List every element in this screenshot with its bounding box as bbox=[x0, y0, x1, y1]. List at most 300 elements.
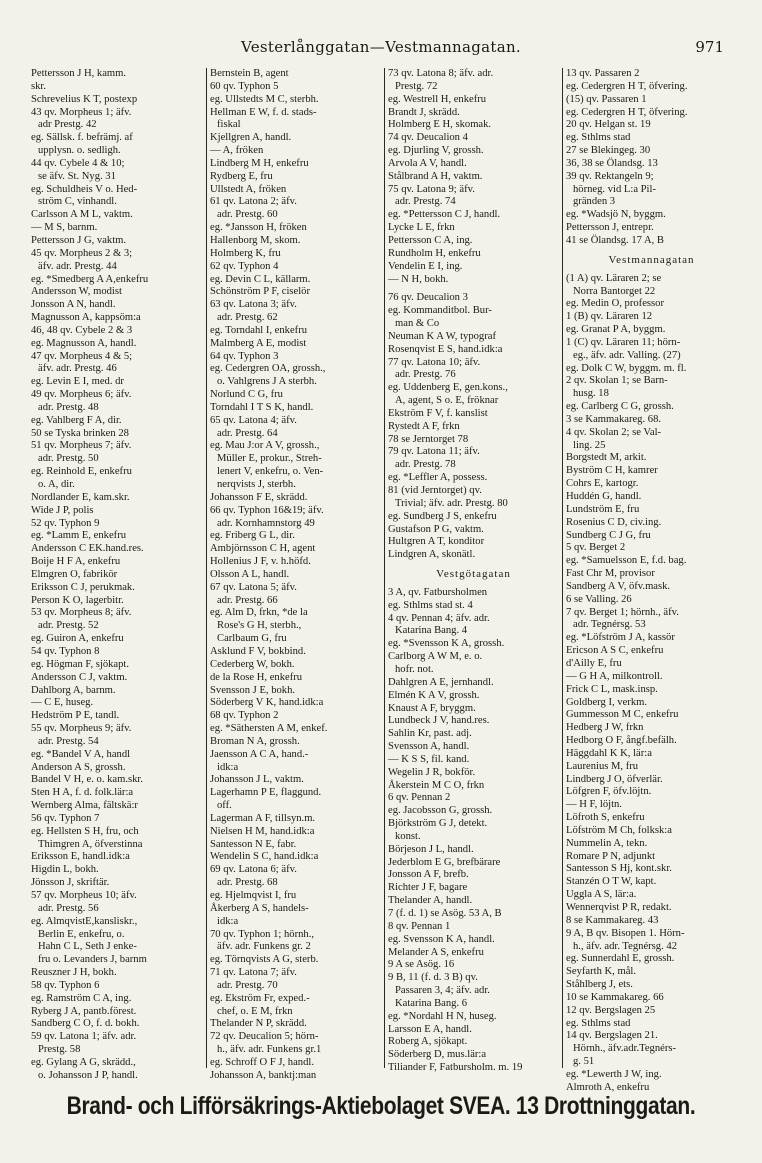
directory-entry: 44 qv. Cybele 4 & 10; bbox=[31, 157, 125, 169]
directory-entry: Fast Chr M, provisor bbox=[566, 568, 655, 580]
directory-entry: Prestg. 58 bbox=[38, 1044, 81, 1056]
directory-entry: eg. *Nordahl H N, huseg. bbox=[388, 1010, 497, 1022]
directory-entry: Tiliander F, Fatbursholm. m. 19 bbox=[388, 1062, 523, 1074]
directory-entry: 77 qv. Latona 10; äfv. bbox=[388, 356, 481, 368]
directory-entry: 52 qv. Typhon 9 bbox=[31, 517, 100, 529]
directory-entry: eg. *Löfström J A, kassör bbox=[566, 632, 675, 644]
directory-entry: Reuszner J H, bokh. bbox=[31, 967, 117, 979]
directory-entry: Nordlander E, kam.skr. bbox=[31, 491, 130, 503]
directory-entry: o. A, dir. bbox=[38, 479, 75, 490]
directory-entry: 27 se Blekingeg. 30 bbox=[566, 145, 651, 157]
directory-entry: eg. Schuldheis V o. Hed- bbox=[31, 183, 138, 195]
directory-entry: eg. Alm D, frkn, *de la bbox=[210, 607, 308, 619]
directory-entry: eg. *Jansson H, fröken bbox=[210, 222, 307, 234]
directory-entry: Holmberg E H, skomak. bbox=[388, 119, 492, 131]
directory-entry: Löfström M Ch, folksk:a bbox=[566, 824, 672, 836]
directory-entry: Johansson A, banktj:man bbox=[210, 1069, 317, 1081]
directory-entry: 12 qv. Bergslagen 25 bbox=[566, 1004, 656, 1016]
directory-entry: Passaren 3, 4; äfv. adr. bbox=[395, 985, 490, 997]
directory-entry: Kjellgren A, handl. bbox=[210, 132, 292, 144]
directory-entry: Häggdahl K K, lär:a bbox=[566, 747, 652, 759]
directory-column-2 bbox=[206, 68, 384, 1081]
directory-entry: Olsson A L, handl. bbox=[210, 568, 290, 580]
directory-entry: 50 se Tyska brinken 28 bbox=[31, 427, 129, 439]
directory-entry: eg. Cedergren H T, öfvering. bbox=[566, 106, 688, 118]
directory-entry: Santesson S Hj, kont.skr. bbox=[566, 863, 672, 875]
directory-entry: äfv. adr. Funkens gr. 2 bbox=[217, 941, 311, 953]
directory-entry: 1 (B) qv. Läraren 12 bbox=[566, 311, 653, 323]
directory-entry: Rosenius C D, civ.ing. bbox=[566, 516, 662, 528]
directory-entry: Person K O, lagerbitr. bbox=[31, 594, 124, 606]
directory-entry: adr. Prestg. 48 bbox=[38, 401, 99, 413]
directory-entry: upplysn. o. sedligh. bbox=[38, 145, 121, 157]
directory-entry: Almroth A, enkefru bbox=[566, 1081, 650, 1093]
directory-entry: Wernberg Alma, fältskä:r bbox=[31, 800, 138, 812]
directory-entry: 70 qv. Typhon 1; hörnh., bbox=[210, 928, 315, 940]
directory-entry: Nummelin A, tekn. bbox=[566, 837, 648, 849]
directory-entry: eg. *Lamm E, enkefru bbox=[31, 530, 127, 542]
directory-entry: Lundström E, fru bbox=[566, 503, 640, 515]
directory-entry: Borgstedt M, arkit. bbox=[566, 452, 647, 464]
directory-entry: h., äfv. adr. Tegnérsg. 42 bbox=[573, 940, 677, 952]
directory-entry: 9 A se Asög. 16 bbox=[388, 959, 455, 971]
directory-entry: eg. Dolk C W, byggm. m. fl. bbox=[566, 362, 687, 374]
directory-entry: eg. Ramström C A, ing. bbox=[31, 992, 132, 1004]
directory-entry: Neuman K A W, typograf bbox=[388, 330, 496, 342]
directory-entry: 69 qv. Latona 6; äfv. bbox=[210, 864, 297, 876]
directory-entry: Ryberg J A, pantb.förest. bbox=[31, 1005, 137, 1017]
directory-entry: Eriksson E, handl.idk:a bbox=[31, 851, 130, 863]
directory-entry: Cohrs E, kartogr. bbox=[566, 478, 639, 490]
directory-entry: 2 qv. Skolan 1; se Barn- bbox=[566, 375, 668, 387]
directory-entry: Santesson N E, fabr. bbox=[210, 838, 297, 850]
directory-entry: äfv. adr. Prestg. 44 bbox=[38, 260, 117, 272]
directory-entry: Löfroth S, enkefru bbox=[566, 812, 645, 824]
directory-entry: eg. Sundberg J S, enkefru bbox=[388, 510, 497, 522]
directory-entry: eg. Magnusson A, handl. bbox=[31, 337, 137, 349]
directory-entry: eg. Sthlms stad st. 4 bbox=[388, 599, 473, 611]
directory-entry: idk:a bbox=[217, 915, 239, 927]
directory-entry: eg. *Smedberg A A,enkefru bbox=[31, 273, 149, 285]
directory-entry: — H F, löjtn. bbox=[566, 799, 622, 811]
directory-entry: Lycke L E, frkn bbox=[388, 222, 455, 234]
directory-entry: Schrevelius K T, postexp bbox=[31, 93, 138, 105]
directory-entry: gränden 3 bbox=[573, 196, 616, 208]
directory-entry: Stålbrand A H, vaktm. bbox=[388, 170, 483, 182]
directory-entry: Sundberg C J G, fru bbox=[566, 529, 651, 541]
directory-entry: eg. Mau J:or A V, grossh., bbox=[210, 440, 320, 452]
directory-entry: Rose's G H, sterbh., bbox=[217, 620, 302, 632]
directory-entry: eg., äfv. adr. Valling. (27) bbox=[573, 349, 681, 361]
directory-entry: adr. Prestg. 76 bbox=[395, 369, 456, 381]
directory-entry: Brandt J, skrädd. bbox=[388, 106, 460, 118]
directory-entry: eg. *Pettersson C J, handl. bbox=[388, 209, 501, 221]
street-heading: Vestgötagatan bbox=[436, 568, 511, 581]
directory-columns bbox=[28, 68, 740, 1093]
directory-entry: Söderberg V K, hand.idk:a bbox=[210, 697, 324, 709]
directory-entry: Lindgren A, skonätl. bbox=[388, 549, 476, 561]
directory-entry: eg. Cedergren H T, öfvering. bbox=[566, 80, 688, 92]
directory-entry: adr. Prestg. 66 bbox=[217, 594, 278, 606]
directory-entry: Carlsson A M L, vaktm. bbox=[31, 209, 133, 221]
directory-entry: Wendelin S C, hand.idk:a bbox=[210, 851, 319, 863]
directory-entry: Lagerhamn P E, flaggund. bbox=[210, 787, 322, 799]
directory-entry: 63 qv. Latona 3; äfv. bbox=[210, 299, 297, 311]
directory-entry: 60 qv. Typhon 5 bbox=[210, 80, 279, 92]
directory-entry: 61 qv. Latona 2; äfv. bbox=[210, 196, 297, 208]
directory-entry: Trivial; äfv. adr. Prestg. 80 bbox=[395, 497, 508, 509]
directory-entry: Katarina Bang. 6 bbox=[395, 997, 468, 1009]
directory-entry: adr. Prestg. 60 bbox=[217, 209, 278, 221]
directory-entry: Huddén G, handl. bbox=[566, 491, 642, 502]
directory-entry: 8 se Kammakareg. 43 bbox=[566, 914, 659, 926]
directory-entry: Sandberg C O, f. d. bokh. bbox=[31, 1018, 140, 1030]
directory-entry: Eriksson C J, perukmak. bbox=[31, 581, 135, 593]
directory-entry: 41 se Ölandsg. 17 A, B bbox=[566, 234, 664, 246]
directory-entry: 65 qv. Latona 4; äfv. bbox=[210, 414, 297, 426]
directory-entry: Bandel V H, e. o. kam.skr. bbox=[31, 774, 144, 786]
directory-entry: eg. *Samuelsson E, f.d. bag. bbox=[566, 555, 687, 567]
directory-entry: 62 qv. Typhon 4 bbox=[210, 260, 279, 272]
directory-entry: Carlborg A W M, e. o. bbox=[388, 651, 483, 663]
directory-entry: 8 qv. Pennan 1 bbox=[388, 920, 451, 932]
directory-entry: eg. Hjelmqvist I, fru bbox=[210, 890, 297, 901]
directory-entry: Carlbaum G, fru bbox=[217, 633, 287, 645]
directory-entry: Anderson A S, grossh. bbox=[31, 761, 126, 773]
directory-entry: Torndahl I T S K, handl. bbox=[210, 401, 314, 413]
directory-entry: Hörnh., äfv.adr.Tegnérs- bbox=[573, 1043, 676, 1055]
directory-column-4 bbox=[562, 68, 740, 1093]
directory-entry: Hallenborg M, skom. bbox=[210, 234, 301, 246]
directory-entry: 79 qv. Latona 11; äfv. bbox=[388, 446, 480, 458]
directory-entry: Wide J P, polis bbox=[31, 504, 94, 516]
directory-entry: Jaensson A C A, hand.- bbox=[210, 748, 309, 760]
directory-entry: eg. Friberg G L, dir. bbox=[210, 530, 295, 542]
directory-entry: ling. 25 bbox=[573, 439, 606, 451]
directory-entry: Schönström P F, ciselör bbox=[210, 286, 310, 298]
directory-entry: eg. *Wadsjö N, byggm. bbox=[566, 209, 666, 221]
directory-entry: Boije H F A, enkefru bbox=[31, 556, 121, 568]
directory-entry: — M S, barnm. bbox=[31, 222, 98, 234]
directory-entry: Müller E, prokur., Streh- bbox=[217, 453, 322, 465]
directory-entry: Hultgren A T, konditor bbox=[388, 536, 485, 548]
directory-entry: Jonsson A F, brefb. bbox=[388, 869, 469, 881]
directory-entry: Åkerstein M C O, frkn bbox=[388, 779, 485, 791]
directory-entry: Roberg A, sjökapt. bbox=[388, 1036, 468, 1048]
directory-entry: eg. Svensson K A, handl. bbox=[388, 933, 495, 945]
directory-entry: 49 qv. Morpheus 6; äfv. bbox=[31, 389, 132, 401]
directory-entry: Pettersson J, entrepr. bbox=[566, 222, 654, 234]
directory-entry: Vendelin E I, ing. bbox=[388, 260, 463, 272]
directory-entry: Ullstedt A, fröken bbox=[210, 183, 287, 195]
directory-entry: Rundholm H, enkefru bbox=[388, 247, 481, 259]
directory-entry: Melander A S, enkefru bbox=[388, 946, 484, 958]
directory-entry: Norra Bantorget 22 bbox=[573, 285, 656, 297]
directory-entry: Uggla A S, lär:a. bbox=[566, 889, 637, 901]
directory-entry: 76 qv. Deucalion 3 bbox=[388, 292, 468, 304]
directory-entry: eg. Granat P A, byggm. bbox=[566, 324, 666, 336]
directory-entry: eg. Devin C L, källarm. bbox=[210, 273, 311, 285]
directory-entry: Lundbeck J V, hand.res. bbox=[388, 715, 490, 727]
directory-entry: 7 (f. d. 1) se Asög. 53 A, B bbox=[388, 908, 502, 919]
directory-entry: Rydberg E, fru bbox=[210, 170, 273, 182]
directory-entry: eg. Sunnerdahl E, grossh. bbox=[566, 953, 675, 965]
directory-entry: — G H A, milkontroll. bbox=[566, 670, 663, 682]
directory-entry: Wegelin J R, bokför. bbox=[388, 766, 476, 778]
directory-entry: eg. Cedergren OA, grossh., bbox=[210, 363, 326, 375]
directory-entry: Knaust A F, bryggm. bbox=[388, 702, 476, 714]
directory-entry: — C E, huseg. bbox=[31, 697, 94, 709]
directory-entry: Lindberg J O, öfverlär. bbox=[566, 773, 663, 785]
directory-entry: 13 qv. Passaren 2 bbox=[566, 68, 640, 79]
directory-entry: 43 qv. Morpheus 1; äfv. bbox=[31, 106, 132, 118]
directory-entry: eg. Uddenberg E, gen.kons., bbox=[388, 382, 508, 394]
directory-entry: Lagerman A F, tillsyn.m. bbox=[210, 812, 316, 824]
directory-entry: eg. Gylang A G, skrädd., bbox=[31, 1056, 136, 1068]
directory-entry: se äfv. St. Nyg. 31 bbox=[38, 170, 116, 182]
directory-entry: Hedborg O F, ångf.befälh. bbox=[566, 735, 677, 747]
directory-entry: 3 A, qv. Fatbursholmen bbox=[388, 586, 488, 598]
directory-entry: 75 qv. Latona 9; äfv. bbox=[388, 183, 475, 195]
directory-entry: 53 qv. Morpheus 8; äfv. bbox=[31, 607, 132, 619]
directory-entry: hofr. not. bbox=[395, 663, 434, 675]
directory-entry: eg. Medin O, professor bbox=[566, 298, 664, 310]
directory-entry: Börjeson J L, handl. bbox=[388, 843, 474, 855]
directory-entry: eg. Sällsk. f. befrämj. af bbox=[31, 132, 133, 144]
directory-entry: Jederblom E G, brefbärare bbox=[388, 856, 501, 868]
directory-entry: g. 51 bbox=[573, 1056, 595, 1068]
directory-entry: adr. Prestg. 74 bbox=[395, 196, 456, 208]
directory-entry: Åkerberg A S, handels- bbox=[210, 902, 309, 914]
directory-entry: eg. Ekström Fr, exped.- bbox=[210, 992, 310, 1004]
directory-entry: 46, 48 qv. Cybele 2 & 3 bbox=[31, 324, 133, 336]
directory-entry: 36, 38 se Ölandsg. 13 bbox=[566, 157, 658, 169]
directory-entry: hörneg. vid L:a Pil- bbox=[573, 183, 656, 195]
directory-entry: (15) qv. Passaren 1 bbox=[566, 93, 647, 105]
directory-entry: eg. Sthlms stad bbox=[566, 132, 631, 144]
directory-entry: Ambjörnsson C H, agent bbox=[210, 543, 316, 555]
directory-entry: Higdin L, bokh. bbox=[31, 864, 99, 876]
directory-column-3 bbox=[384, 68, 562, 1074]
directory-entry: eg. Ullstedts M C, sterbh. bbox=[210, 93, 319, 105]
directory-entry: husg. 18 bbox=[573, 388, 609, 400]
directory-entry: Hollenius J F, v. h.höfd. bbox=[210, 556, 311, 568]
directory-entry: Arvola A V, handl. bbox=[388, 157, 467, 169]
directory-entry: eg. Reinhold E, enkefru bbox=[31, 466, 132, 478]
directory-entry: o. Johansson J P, handl. bbox=[38, 1069, 138, 1081]
directory-entry: 7 qv. Berget 1; hörnh., äfv. bbox=[566, 606, 679, 618]
directory-entry: 1 (C) qv. Läraren 11; hörn- bbox=[566, 336, 681, 348]
directory-entry: 57 qv. Morpheus 10; äfv. bbox=[31, 890, 137, 901]
directory-entry: — K S S, fil. kand. bbox=[388, 753, 470, 765]
directory-entry: eg. Djurling V, grossh. bbox=[388, 145, 484, 157]
directory-entry: eg. Guiron A, enkefru bbox=[31, 633, 124, 645]
directory-entry: adr. Prestg. 50 bbox=[38, 453, 99, 465]
directory-entry: Romare P N, adjunkt bbox=[566, 850, 656, 862]
directory-entry: eg. Vahlberg F A, dir. bbox=[31, 414, 122, 426]
directory-entry: Prestg. 72 bbox=[395, 80, 438, 92]
directory-entry: Broman N A, grossh. bbox=[210, 735, 300, 747]
directory-entry: adr. Tegnérsg. 53 bbox=[573, 619, 646, 631]
directory-entry: Johansson F E, skrädd. bbox=[210, 491, 308, 503]
directory-entry: äfv. adr. Prestg. 46 bbox=[38, 363, 117, 375]
directory-entry: eg. Jacobsson G, grossh. bbox=[388, 805, 493, 817]
directory-entry: 4 qv. Skolan 2; se Val- bbox=[566, 426, 662, 438]
directory-entry: konst. bbox=[395, 830, 421, 842]
directory-entry: fru o. Levanders J, barnm bbox=[38, 954, 147, 966]
directory-entry: Stanzén O T W, kapt. bbox=[566, 876, 657, 888]
directory-entry: Norlund C G, fru bbox=[210, 389, 283, 401]
directory-entry: 45 qv. Morpheus 2 & 3; bbox=[31, 247, 133, 259]
directory-entry: 20 qv. Helgan st. 19 bbox=[566, 119, 651, 131]
directory-entry: Jönsson J, skriftär. bbox=[31, 877, 110, 889]
directory-entry: Svensson A, handl. bbox=[388, 741, 470, 753]
directory-entry: de la Rose H, enkefru bbox=[210, 671, 303, 683]
directory-column-1 bbox=[28, 68, 206, 1081]
directory-entry: 59 qv. Latona 1; äfv. adr. bbox=[31, 1031, 137, 1043]
directory-entry: eg. *Bandel V A, handl bbox=[31, 748, 131, 760]
directory-entry: Svensson J E, bokh. bbox=[210, 684, 296, 696]
running-head: Vesterlånggatan—Vestmannagatan. bbox=[240, 38, 522, 56]
directory-entry: Söderberg D, mus.lär:a bbox=[388, 1049, 487, 1061]
directory-entry: Seyfarth K, mål. bbox=[566, 966, 637, 978]
directory-entry: adr. Prestg. 52 bbox=[38, 620, 99, 632]
directory-entry: Wennerqvist P R, redakt. bbox=[566, 902, 672, 913]
directory-entry: Dahlborg A, barnm. bbox=[31, 684, 116, 696]
directory-entry: chef, o. E M, frkn bbox=[217, 1005, 293, 1017]
directory-entry: Björkström G J, detekt. bbox=[388, 818, 488, 830]
directory-entry: man & Co bbox=[395, 318, 440, 330]
directory-entry: Dahlgren A E, jernhandl. bbox=[388, 676, 494, 688]
directory-entry: eg. *Lewerth J W, ing. bbox=[566, 1068, 662, 1080]
directory-entry: 39 qv. Rektangeln 9; bbox=[566, 170, 654, 182]
directory-entry: 9 B, 11 (f. d. 3 B) qv. bbox=[388, 972, 478, 984]
directory-entry: Elmén K A V, grossh. bbox=[388, 689, 480, 701]
directory-entry: d'Ailly E, fru bbox=[566, 657, 622, 669]
directory-entry: Ståhlberg J, ets. bbox=[566, 979, 633, 991]
directory-entry: Hedström P E, tandl. bbox=[31, 710, 120, 722]
directory-entry: Ericson A S C, enkefru bbox=[566, 645, 664, 657]
directory-entry: Hedberg J W, frkn bbox=[566, 722, 644, 734]
directory-entry: Andersson C J, vaktm. bbox=[31, 671, 128, 683]
directory-entry: adr Prestg. 42 bbox=[38, 119, 97, 131]
directory-entry: idk:a bbox=[217, 761, 239, 773]
directory-entry: adr. Prestg. 70 bbox=[217, 979, 278, 991]
advertisement-footer: Brand- och Lifförsäkrings-Aktiebolaget SVEA. 13 Drottninggatan. bbox=[66, 1092, 696, 1120]
directory-entry: h., äfv. adr. Funkens gr.1 bbox=[217, 1044, 322, 1056]
directory-entry: A, agent, S o. E, fröknar bbox=[395, 395, 499, 407]
directory-entry: 58 qv. Typhon 6 bbox=[31, 979, 100, 991]
directory-entry: Katarina Bang. 4 bbox=[395, 625, 468, 637]
directory-entry: Löfgren F, öfv.löjtn. bbox=[566, 786, 652, 798]
directory-entry: Sten H A, f. d. folk.lär:a bbox=[31, 787, 134, 799]
directory-entry: nerqvists J, sterbh. bbox=[217, 479, 296, 490]
directory-entry: eg. Kommanditbol. Bur- bbox=[388, 305, 492, 317]
directory-entry: Pettersson C A, ing. bbox=[388, 234, 473, 246]
directory-entry: Andersson C EK.hand.res. bbox=[31, 543, 144, 555]
directory-entry: 3 se Kammakareg. 68. bbox=[566, 413, 662, 425]
directory-entry: eg. Törnqvists A G, sterb. bbox=[210, 954, 319, 966]
directory-entry: Bernstein B, agent bbox=[210, 68, 289, 79]
directory-entry: 67 qv. Latona 5; äfv. bbox=[210, 581, 297, 593]
directory-entry: 81 (vid Jerntorget) qv. bbox=[388, 485, 482, 496]
directory-entry: adr. Prestg. 64 bbox=[217, 427, 278, 439]
directory-entry: adr. Prestg. 56 bbox=[38, 902, 99, 914]
directory-entry: Pettersson J H, kamm. bbox=[31, 68, 127, 79]
directory-entry: 68 qv. Typhon 2 bbox=[210, 710, 279, 722]
directory-entry: adr. Prestg. 54 bbox=[38, 735, 99, 747]
directory-entry: 55 qv. Morpheus 9; äfv. bbox=[31, 723, 132, 735]
directory-entry: Richter J F, bagare bbox=[388, 882, 468, 894]
directory-entry: adr. Prestg. 68 bbox=[217, 877, 278, 889]
directory-entry: Gustafson P G, vaktm. bbox=[388, 523, 484, 535]
directory-entry: lenert V, enkefru, o. Ven- bbox=[217, 466, 324, 478]
directory-entry: Gummesson M C, enkefru bbox=[566, 709, 679, 721]
directory-entry: adr. Prestg. 78 bbox=[395, 459, 456, 471]
directory-entry: Hellman E W, f. d. stads- bbox=[210, 106, 317, 118]
directory-entry: Rystedt A F, frkn bbox=[388, 420, 460, 432]
directory-entry: adr. Prestg. 62 bbox=[217, 312, 278, 324]
directory-entry: Lindberg M H, enkefru bbox=[210, 157, 309, 169]
directory-entry: Berlin E, enkefru, o. bbox=[38, 928, 125, 940]
directory-entry: Thelander N P, skrädd. bbox=[210, 1018, 307, 1030]
directory-entry: 73 qv. Latona 8; äfv. adr. bbox=[388, 68, 494, 79]
directory-entry: 6 qv. Pennan 2 bbox=[388, 792, 451, 804]
directory-entry: 64 qv. Typhon 3 bbox=[210, 350, 279, 362]
directory-entry: 72 qv. Deucalion 5; hörn- bbox=[210, 1031, 319, 1043]
directory-entry: 10 se Kammakareg. 66 bbox=[566, 991, 664, 1003]
directory-entry: 5 qv. Berget 2 bbox=[566, 542, 626, 554]
directory-entry: eg. Carlberg C G, grossh. bbox=[566, 401, 674, 413]
directory-entry: eg. *Svensson K A, grossh. bbox=[388, 638, 505, 650]
directory-entry: 74 qv. Deucalion 4 bbox=[388, 132, 468, 144]
directory-entry: ström C, vinhandl. bbox=[38, 196, 117, 208]
directory-entry: o. Vahlgrens J A sterbh. bbox=[217, 376, 317, 388]
directory-entry: adr. Kornhamnstorg 49 bbox=[217, 517, 315, 529]
directory-entry: 71 qv. Latona 7; äfv. bbox=[210, 967, 297, 979]
directory-entry: Thelander A, handl. bbox=[388, 895, 473, 907]
directory-entry: Laurenius M, fru bbox=[566, 760, 639, 772]
directory-entry: Andersson W, modist bbox=[31, 286, 122, 298]
directory-entry: 9 A, B qv. Bisopen 1. Hörn- bbox=[566, 927, 685, 939]
directory-entry: eg. Högman F, sjökapt. bbox=[31, 658, 130, 670]
directory-entry: eg. AlmqvistE,kansliskr., bbox=[31, 915, 138, 927]
directory-entry: eg. *Säthersten A M, enkef. bbox=[210, 723, 328, 735]
directory-entry: Byström C H, kamrer bbox=[566, 465, 658, 477]
directory-entry: 66 qv. Typhon 16&19; äfv. bbox=[210, 504, 324, 516]
directory-entry: eg. Schroff O F J, handl. bbox=[210, 1056, 314, 1068]
directory-entry: 54 qv. Typhon 8 bbox=[31, 645, 100, 657]
directory-entry: eg. Westrell H, enkefru bbox=[388, 93, 487, 105]
directory-entry: Thimgren A, öfverstinna bbox=[38, 838, 143, 850]
directory-entry: eg. Sthlms stad bbox=[566, 1017, 631, 1029]
directory-entry: 56 qv. Typhon 7 bbox=[31, 812, 100, 824]
directory-entry: Goldberg I, verkm. bbox=[566, 696, 648, 708]
directory-entry: (1 A) qv. Läraren 2; se bbox=[566, 272, 662, 284]
directory-entry: Elmgren O, fabrikör bbox=[31, 568, 118, 580]
directory-entry: eg. Levin E I, med. dr bbox=[31, 376, 124, 388]
directory-entry: — A, fröken bbox=[210, 145, 264, 157]
directory-entry: eg. Torndahl I, enkefru bbox=[210, 324, 308, 336]
directory-entry: Magnusson A, kappsöm:a bbox=[31, 312, 141, 324]
directory-entry: — N H, bokh. bbox=[388, 273, 449, 285]
directory-entry: eg. Hellsten S H, fru, och bbox=[31, 825, 139, 837]
page-number: 971 bbox=[695, 38, 724, 56]
directory-entry: 14 qv. Bergslagen 21. bbox=[566, 1030, 658, 1042]
directory-entry: Rosenqvist E S, hand.idk:a bbox=[388, 343, 503, 355]
directory-entry: Jonsson A N, handl. bbox=[31, 299, 116, 311]
page-header bbox=[0, 38, 762, 62]
